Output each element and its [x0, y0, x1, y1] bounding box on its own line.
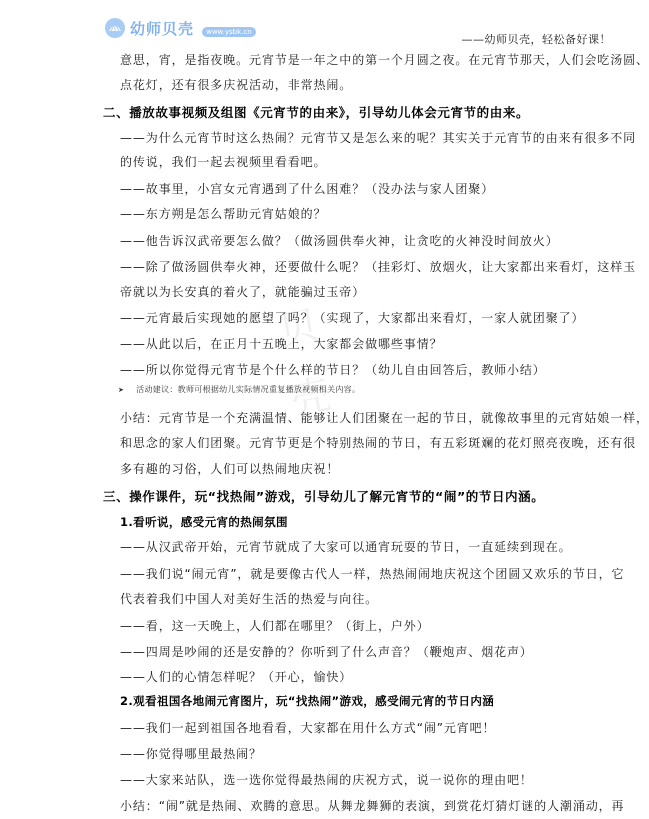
paragraph-line: ——我们说“闹元宵”，就是要像古代人一样，热热闹闹地庆祝这个团圆又欢乐的节日，它	[120, 567, 625, 581]
bullet-arrow-icon: ➤	[118, 386, 125, 394]
paragraph-line: ——为什么元宵节时这么热闹？元宵节又是怎么来的呢？其实关于元宵节的由来有很多不同	[120, 131, 637, 145]
paragraph-line: ——元宵最后实现她的愿望了吗？（实现了，大家都出来看灯，一家人就团聚了）	[120, 311, 585, 325]
paragraph-line: ——从汉武帝开始，元宵节就成了大家可以通宵玩耍的节日，一直延续到现在。	[120, 540, 572, 554]
paragraph-line: 多有趣的习俗，人们可以热闹地庆祝！	[120, 462, 340, 476]
section-heading: 三、操作课件，玩“找热闹”游戏，引导幼儿了解元宵节的“闹”的节日内涵。	[103, 489, 545, 504]
paragraph-line: ——四周是吵闹的还是安静的？你听到了什么声音？（鞭炮声、烟花声）	[120, 645, 533, 659]
paragraph-line: ——除了做汤圆供奉火神，还要做什么呢？（挂彩灯、放烟火，让大家都出来看灯，这样玉	[120, 260, 637, 274]
paragraph-line: ——大家来站队，选一选你觉得最热闹的庆祝方式，说一说你的理由吧！	[120, 773, 533, 787]
paragraph-line: ——他告诉汉武帝要怎么做？（做汤圆供奉火神，让贪吃的火神没时间放火）	[120, 234, 559, 248]
svg-text:壳: 壳	[287, 371, 335, 424]
brand-logo	[104, 14, 256, 42]
shell-logo-icon	[104, 17, 126, 39]
logo-text: 幼师贝壳	[130, 19, 195, 38]
paragraph-line: 小结：“闹”就是热闹、欢腾的意思。从舞龙舞狮的表演，到赏花灯猜灯谜的人潮涌动，再	[120, 799, 625, 813]
paragraph-line: 点花灯，还有很多庆祝活动，非常热闹。	[120, 78, 353, 92]
paragraph-line: ——你觉得哪里最热闹？	[120, 747, 262, 761]
header-slogan: ——幼师贝壳，轻松备好课！	[461, 33, 611, 46]
paragraph-line: 和思念的家人们团聚。元宵节更是个特别热闹的节日，有五彩斑斓的花灯照亮夜晚，还有很	[120, 436, 637, 450]
paragraph-line: 代表着我们中国人对美好生活的热爱与向往。	[120, 592, 379, 606]
page-header	[0, 0, 649, 44]
paragraph-line: ——从此以后，在正月十五晚上，大家都会做哪些事情？	[120, 337, 443, 351]
paragraph-line: 帝就以为长安真的着火了，就能骗过玉帝）	[120, 285, 366, 299]
paragraph-line: ——故事里，小宫女元宵遇到了什么困难？（没办法与家人团聚）	[120, 182, 495, 196]
activity-tip	[118, 384, 360, 395]
paragraph-line: ——人们的心情怎样呢？（开心，愉快）	[120, 670, 353, 684]
subsection-heading: 2.观看祖国各地闹元宵图片，玩“找热闹”游戏，感受闹元宵的节日内涵	[120, 694, 495, 708]
logo-subtitle: www.ysbk.cn	[202, 27, 256, 37]
paragraph-line: 的传说，我们一起去视频里看看吧。	[120, 155, 327, 169]
paragraph-line: 小结：元宵节是一个充满温情、能够让人们团聚在一起的节日，就像故事里的元宵姑娘一样，	[120, 411, 649, 425]
subsection-heading: 1.看听说，感受元宵的热闹氛围	[120, 515, 288, 529]
paragraph-line: ——所以你觉得元宵节是个什么样的节日？（幼儿自由回答后，教师小结）	[120, 363, 546, 377]
svg-text:贝: 贝	[274, 302, 323, 355]
activity-tip-text: 活动建议：教师可根据幼儿实际情况重复播放视频相关内容。	[136, 385, 361, 394]
paragraph-line: 意思，宵，是指夜晚。元宵节是一年之中的第一个月圆之夜。在元宵节那天，人们会吃汤圆、	[120, 53, 649, 67]
section-heading: 二、播放故事视频及组图《元宵节的由来》，引导幼儿体会元宵节的由来。	[103, 105, 530, 120]
paragraph-line: ——看，这一天晚上，人们都在哪里？（街上，户外）	[120, 619, 430, 633]
paragraph-line: ——东方朔是怎么帮助元宵姑娘的？	[120, 207, 327, 221]
paragraph-line: ——我们一起到祖国各地看看，大家都在用什么方式“闹”元宵吧！	[120, 721, 496, 735]
